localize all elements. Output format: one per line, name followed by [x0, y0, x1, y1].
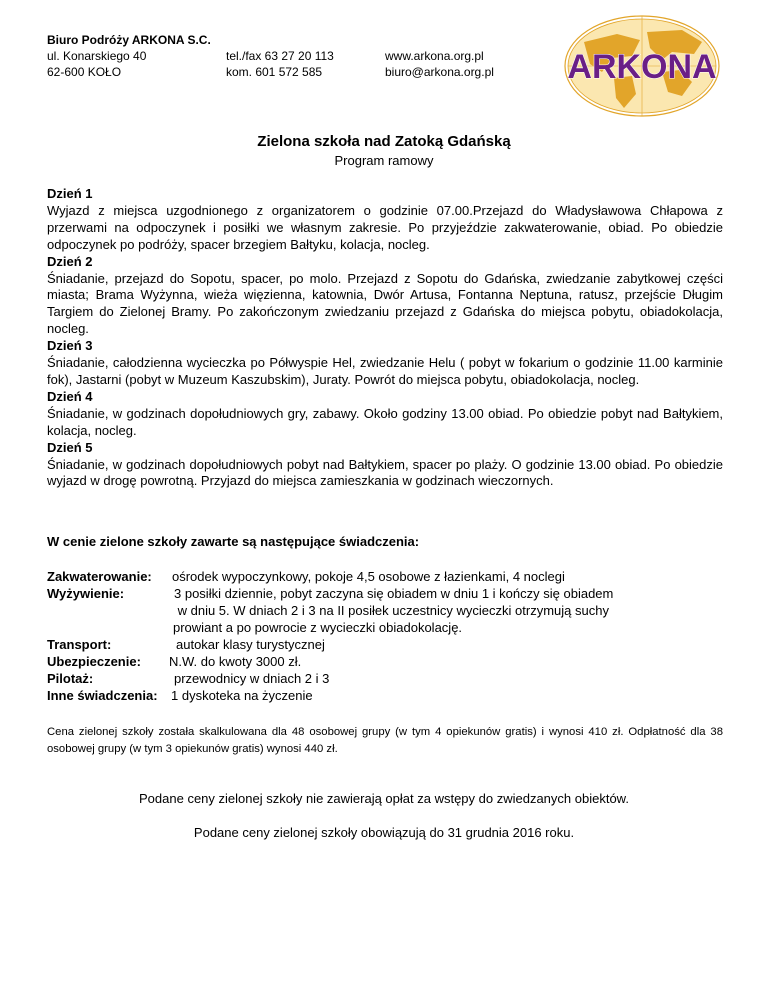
day-heading: Dzień 3	[47, 338, 93, 354]
company-telfax: tel./fax 63 27 20 113	[226, 49, 334, 63]
service-value: 3 posiłki dziennie, pobyt zaczyna się obiadem w dniu 1 i kończy się obiadem	[174, 586, 614, 601]
service-value: 1 dyskoteka na życzenie	[171, 688, 313, 703]
service-value: N.W. do kwoty 3000 zł.	[169, 654, 302, 669]
services-heading: W cenie zielone szkoły zawarte są następujące świadczenia:	[47, 534, 420, 549]
price-info: Cena zielonej szkoły została skalkulowana dla 48 osobowej grupy (w tym 4 opiekunów gratis) i wynosi 410 zł. Odpłatność dla 38 osobowej grupy (w tym 3 opiekunów gratis) wynosi 440 zł.	[47, 726, 723, 755]
service-label: Wyżywienie:	[47, 586, 125, 601]
company-email[interactable]: biuro@arkona.org.pl	[385, 65, 494, 79]
day-text: Wyjazd z miejsca uzgodnionego z organizatorem o godzinie 07.00.Przejazd do Władysławowa Chłapowa z przerwami na odpoczynek i posiłki we własnym zakresie. Po przyjeździe zakwaterowanie, obiad. Po obiedzie odpoczynek po podróży, spacer brzegiem Bałtyku, kolacja, nocleg.	[47, 202, 723, 252]
day-text: Śniadanie, w godzinach dopołudniowych pobyt nad Bałtykiem, spacer po plaży. O godzinie 13.00 obiad. Po obiedzie wyjazd w drogę powrotną. Przyjazd do miejsca zamieszkania w godzinach wieczornych.	[47, 456, 723, 489]
company-name: Biuro Podróży ARKONA S.C.	[47, 33, 211, 47]
note-validity: Podane ceny zielonej szkoły obowiązują do 31 grudnia 2016 roku.	[193, 825, 575, 840]
service-value: ośrodek wypoczynkowy, pokoje 4,5 osobowe z łazienkami, 4 noclegi	[172, 569, 565, 584]
company-website[interactable]: www.arkona.org.pl	[385, 49, 484, 63]
service-label: Transport:	[47, 637, 112, 652]
service-label: Zakwaterowanie:	[47, 569, 152, 584]
day-heading: Dzień 2	[47, 253, 93, 269]
page-title: Zielona szkoła nad Zatoką Gdańską	[257, 133, 511, 150]
service-label: Inne świadczenia:	[47, 688, 158, 703]
arkona-logo	[562, 12, 722, 120]
day-text: Śniadanie, w godzinach dopołudniowych gry, zabawy. Około godziny 13.00 obiad. Po obiedzie pobyt nad Bałtykiem, kolacja, nocleg.	[47, 405, 723, 438]
logo-text: ARKONA	[567, 48, 717, 86]
company-phones	[226, 48, 334, 80]
day-heading: Dzień 4	[47, 388, 93, 404]
program-section	[47, 186, 723, 490]
service-value: przewodnicy w dniach 2 i 3	[174, 671, 330, 686]
company-contact	[385, 48, 494, 80]
service-value: prowiant a po powrocie z wycieczki obiadokolację.	[173, 620, 463, 635]
page-subtitle: Program ramowy	[334, 153, 434, 168]
day-text: Śniadanie, całodzienna wycieczka po Półwyspie Hel, zwiedzanie Helu ( pobyt w fokarium o godzinie 11.00 karminie fok), Jastarni (pobyt w Muzeum Kaszubskim), Juraty. Powrót do miejsca pobytu, obiadokolacja, nocleg.	[47, 355, 723, 387]
day-heading: Dzień 1	[47, 186, 93, 201]
service-label: Pilotaż:	[47, 671, 94, 686]
service-label: Ubezpieczenie:	[47, 654, 141, 669]
day-heading: Dzień 5	[47, 439, 93, 455]
service-value: w dniu 5. W dniach 2 i 3 na II posiłek uczestnicy wycieczki otrzymują suchy	[174, 603, 609, 618]
note-entrance-fees: Podane ceny zielonej szkoły nie zawierają opłat za wstępy do zwiedzanych obiektów.	[139, 791, 629, 806]
company-street: ul. Konarskiego 40	[47, 49, 147, 63]
service-value: autokar klasy turystycznej	[176, 637, 325, 652]
company-mobile: kom. 601 572 585	[226, 65, 323, 79]
day-text: Śniadanie, przejazd do Sopotu, spacer, po molo. Przejazd z Sopotu do Gdańska, zwiedzanie zabytkowej części miasta; Brama Wyżynna, wieża więzienna, katownia, Dwór Artusa, Fontanna Neptuna, ratusz, przejście Długim Targiem do Zielonej Bramy. Po zakończonym zwiedzaniu przejazd z Gdańska do miejsca pobytu, obiadokolacja, nocleg.	[47, 270, 723, 337]
company-address	[47, 32, 211, 80]
company-city: 62-600 KOŁO	[47, 65, 122, 79]
